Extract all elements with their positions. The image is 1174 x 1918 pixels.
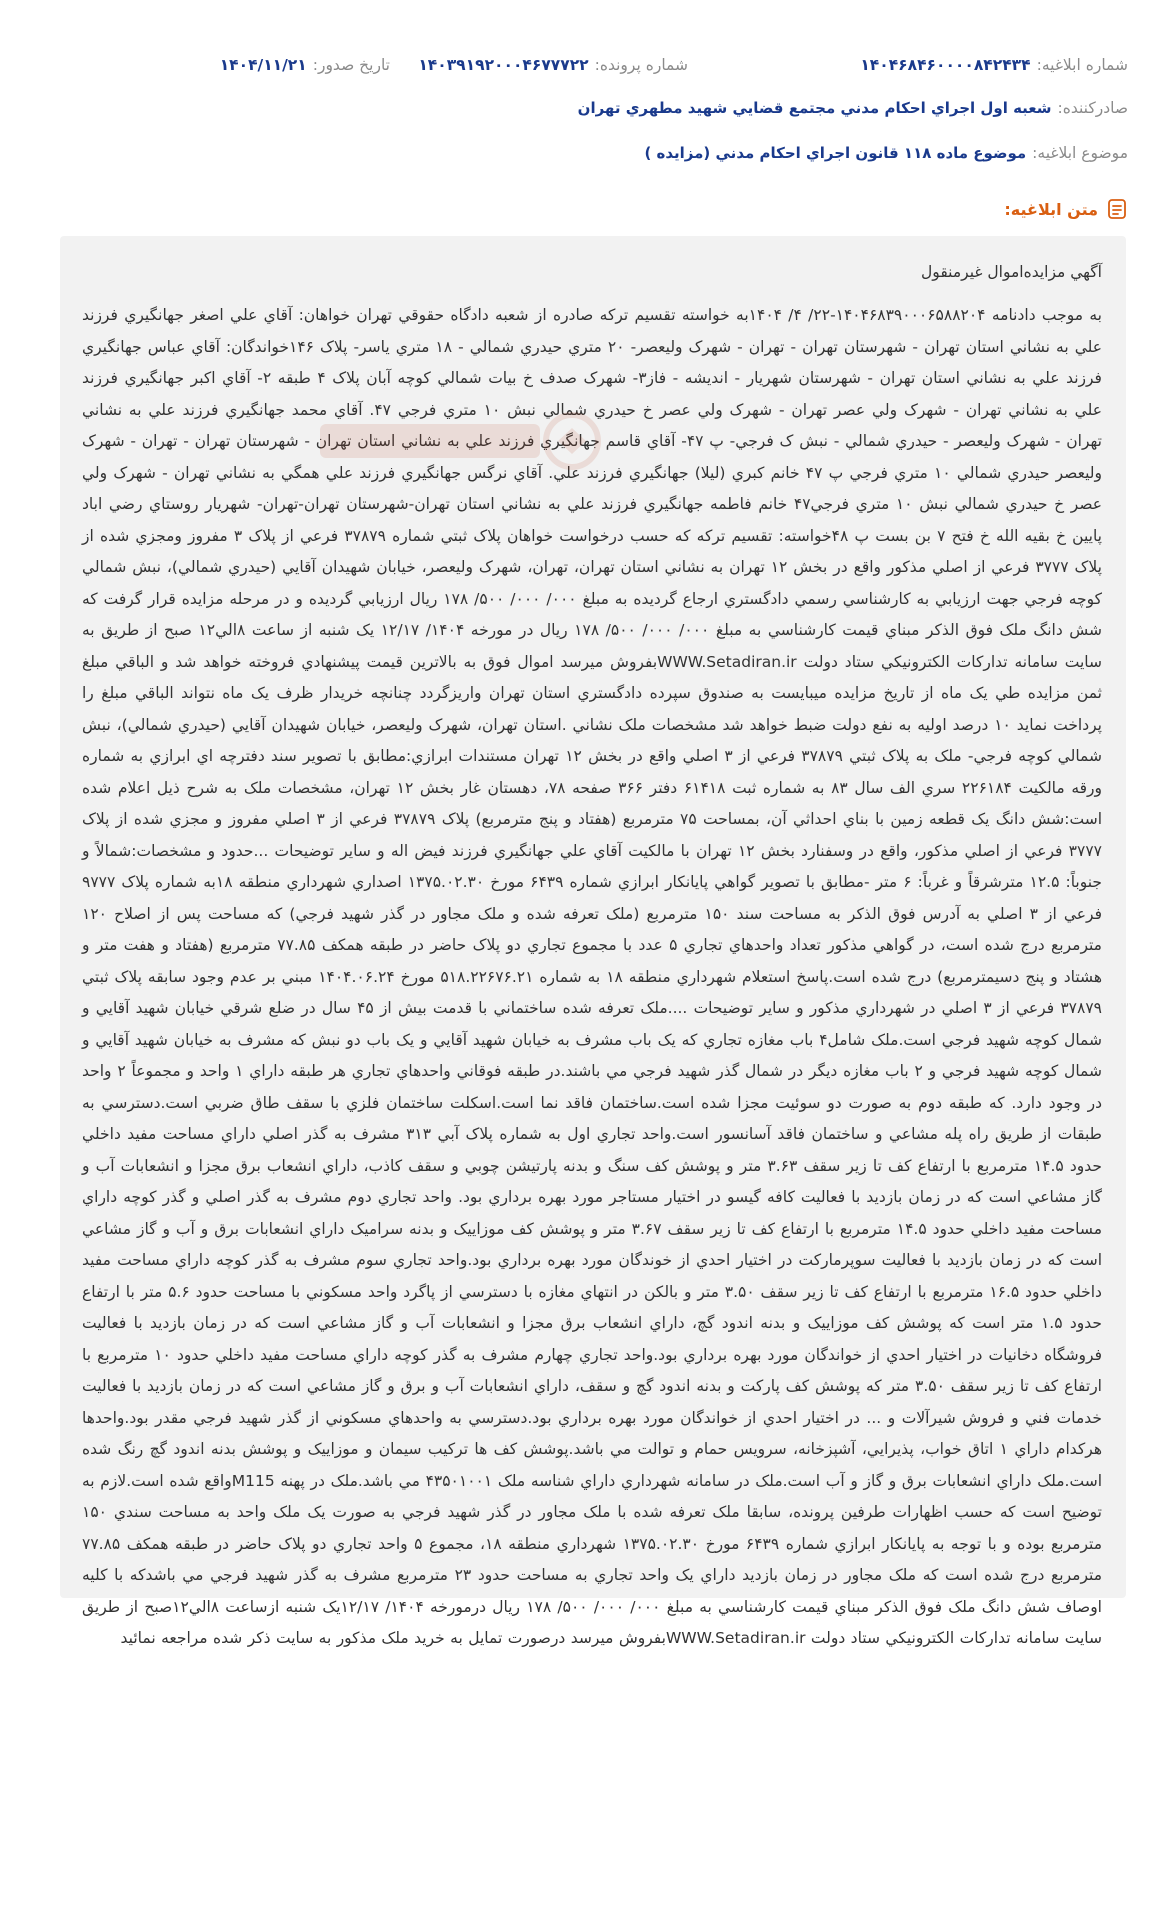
- meta-row-issuer: [46, 99, 1128, 117]
- meta-row-ids: [46, 56, 1128, 74]
- notice-text-heading-label: متن ابلاغيه:: [1004, 199, 1098, 219]
- issue-date-value: ۱۴۰۴/۱۱/۲۱: [219, 56, 307, 74]
- issuer-label: صادرکننده:: [1057, 99, 1128, 117]
- issue-date: [220, 56, 390, 74]
- notice-text-heading: [1004, 198, 1128, 220]
- meta-row-subject: [46, 144, 1128, 162]
- ref-number-label: شماره ابلاغيه:: [1036, 56, 1128, 74]
- subject-label: موضوع ابلاغيه:: [1032, 144, 1128, 162]
- subject-value: موضوع ماده ۱۱۸ قانون اجراي احکام مدني (مزايده ): [644, 144, 1027, 162]
- notice-body: به موجب دادنامه ۱۴۰۴۶۸۳۹۰۰۰۶۵۸۸۲۰۴-۲۲/ ۴/ ۱۴۰۴به خواسته تقسيم ترکه صادره از شعبه دادگاه حقوقي تهران خواهان: آقاي علي اصغر جهانگيري فرزند علي به نشاني استان تهران - شهرستان تهران - تهران - شهرک وليعصر- ۲۰ متري حيدري شمالي - ۱۸ متري ياسر- پلاک ۱۴۶خواندگان: آقاي عباس جهانگيري فرزند علي به نشاني استان تهران - شهرستان شهريار - انديشه - فاز۳- شهرک صدف خ بيات شمالي کوچه آبان پلاک ۴ طبقه ۲- آقاي اکبر جهانگيري فرزند علي به نشاني تهران - شهرک ولي عصر تهران - شهرک ولي عصر خ حيدري شمالي نبش ۱۰ متري فرجي ۴۷. آقاي محمد جهانگيري فرزند علي به نشاني تهران - شهرک وليعصر - حيدري شمالي - نبش ک فرجي- پ ۴۷- آقاي قاسم جهانگيري فرزند علي به نشاني استان تهران - شهرستان تهران - تهران - شهرک وليعصر حيدري شمالي ۱۰ متري فرجي پ ۴۷ خانم کبري (ليلا) جهانگيري فرزند علي. آقاي نرگس جهانگيري فرزند علي همگي به نشاني تهران - شهرک ولي عصر خ حيدري شمالي نبش ۱۰ متري فرجي۴۷ خانم فاطمه جهانگيري فرزند علي به نشاني استان تهران-شهرستان تهران-تهران- شهريار روستاي رضي اباد پايين خ بقيه الله خ فتح ۷ بن بست پ ۴۸خواسته: تقسيم ترکه که حسب درخواست خواهان پلاک ثبتي شماره ۳۷۸۷۹ فرعي از پلاک ۳ مفروز ومجزي شده از پلاک ۳۷۷۷ فرعي از اصلي مذکور واقع در بخش ۱۲ تهران به نشاني استان تهران، تهران، شهرک وليعصر، خيابان شهيدان آقايي (حيدري شمالي)، نبش شمالي کوچه فرجي جهت ارزيابي به کارشناسي رسمي دادگستري ارجاع گرديده به مبلغ ۰۰۰/ ۰۰۰/ ۵۰۰/ ۱۷۸ ريال ارزيابي گرديده و در مرحله مزايده قرار گرفت که شش دانگ ملک فوق الذکر مبناي قيمت کارشناسي به مبلغ ۰۰۰/ ۰۰۰/ ۵۰۰/ ۱۷۸ ريال در مورخه ۱۴۰۴/ ۱۲/۱۷ يک شنبه از ساعت ۸الي۱۲ صبح از طريق به سايت سامانه تدارکات الکترونيکي ستاد دولت WWW.Setadiran.irبفروش ميرسد اموال فوق به بالاترين قيمت پيشنهادي فروخته خواهد شد و الباقي مبلغ ثمن مزايده طي يک ماه از تاريخ مزايده ميبايست به صندوق سپرده دادگستري استان تهران واريزگردد چنانچه خريدار ظرف يک ماه نتواند الباقي مبلغ را پرداخت نمايد ۱۰ درصد اوليه به نفع دولت ضبط خواهد شد مشخصات ملک نشاني .استان تهران، شهرک وليعصر، خيابان شهيدان آقايي (حيدري شمالي)، نبش شمالي کوچه فرجي- ملک به پلاک ثبتي ۳۷۸۷۹ فرعي از ۳ اصلي واقع در بخش ۱۲ تهران مستندات ابرازي:مطابق با تصوير سند دفترچه اي ابرازي به شماره ورقه مالکيت ۲۲۶۱۸۴ سري الف سال ۸۳ به شماره ثبت ۶۱۴۱۸ دفتر ۳۶۶ صفحه ۷۸، دهستان غار بخش ۱۲ تهران، مشخصات ملک به شرح ذيل اعلام شده است:شش دانگ يک قطعه زمين با بناي احداثي آن، بمساحت ۷۵ مترمربع (هفتاد و پنج مترمربع) پلاک ۳۷۸۷۹ فرعي از ۳ اصلي مفروز و مجزي شده از پلاک ۳۷۷۷ فرعي از اصلي مذکور، واقع در وسفنارد بخش ۱۲ تهران با مالکيت آقاي علي جهانگيري فرزند فيض اله و ساير توضيحات ...حدود و مشخصات:شمالاً و جنوباً: ۱۲.۵ مترشرقاً و غرباً: ۶ متر -مطابق با تصوير گواهي پايانکار ابرازي شماره ۶۴۳۹ مورخ ۱۳۷۵.۰۲.۳۰ اصداري شهرداري منطقه ۱۸به شماره پلاک ۹۷۷۷ فرعي از ۳ اصلي به آدرس فوق الذکر به مساحت سند ۱۵۰ مترمربع (ملک تعرفه شده و ملک مجاور در گذر شهيد فرجي) که مساحت پس از اصلاح ۱۲۰ مترمربع درج شده است، در گواهي مذکور تعداد واحدهاي تجاري ۵ عدد با مجموع تجاري دو پلاک حاضر در طبقه همکف ۷۷.۸۵ مترمربع (هفتاد و هفت متر و هشتاد و پنج دسيمترمربع) درج شده است.پاسخ استعلام شهرداري منطقه ۱۸ به شماره ۵۱۸.۲۲۶۷۶.۲۱ مورخ ۱۴۰۴.۰۶.۲۴ مبني بر عدم وجود سابقه پلاک ثبتي ۳۷۸۷۹ فرعي از ۳ اصلي در شهرداري مذکور و ساير توضيحات ....ملک تعرفه شده ساختماني با قدمت بيش از ۴۵ سال در ضلع شرقي خيابان شهيد آقايي و شمال کوچه شهيد فرجي است.ملک شامل۴ باب مغازه تجاري که يک باب مشرف به خيابان شهيد آقايي و يک باب دو نبش که مشرف به خيابان شهيد آقايي و شمال کوچه شهيد فرجي و ۲ باب مغازه ديگر در شمال گذر شهيد فرجي مي باشند.در طبقه فوقاني واحدهاي تجاري هر طبقه داراي ۱ واحد و مجموعاً ۲ واحد در وجود دارد. که طبقه دوم به صورت دو سوئيت مجزا شده است.ساختمان فاقد نما است.اسکلت ساختمان فلزي با سقف طاق ضربي است.دسترسي به طبقات از طريق راه پله مشاعي و ساختمان فاقد آسانسور است.واحد تجاري اول به شماره پلاک آبي ۳۱۳ مشرف به گذر اصلي داراي مساحت مفيد داخلي حدود ۱۴.۵ مترمربع با ارتفاع کف تا زير سقف ۳.۶۳ متر و پوشش کف سنگ و بدنه پارتيشن چوبي و سقف کاذب، داراي انشعاب برق مجزا و انشعابات آب و گاز مشاعي است که در زمان بازديد با فعاليت کافه گيسو در اختيار مستاجر مورد بهره برداري بود. واحد تجاري دوم مشرف به گذر اصلي و گذر کوچه داراي مساحت مفيد داخلي حدود ۱۴.۵ مترمربع با ارتفاع کف تا زير سقف ۳.۶۷ متر و پوشش کف موزاييک و بدنه سراميک داراي انشعابات برق و آب و گاز مشاعي است که در زمان بازديد با فعاليت سوپرمارکت در اختيار احدي از خوندگان مورد بهره برداري بود.واحد تجاري سوم مشرف به گذر کوچه داراي مساحت مفيد داخلي حدود ۱۶.۵ مترمربع با ارتفاع کف تا زير سقف ۳.۵۰ متر و بالکن در انتهاي مغازه با دسترسي از پاگرد واحد مسکوني با مساحت حدود ۵.۶ متر با ارتفاع حدود ۱.۵ متر است که پوشش کف موزاييک و بدنه اندود گچ، داراي انشعاب برق مجزا و انشعابات آب و گاز مشاعي است که در زمان بازديد با فعاليت فروشگاه دخانيات در اختيار احدي از خواندگان مورد بهره برداري بود.واحد تجاري چهارم مشرف به گذر کوچه داراي مساحت مفيد داخلي حدود ۱۰ مترمربع با ارتفاع کف تا زير سقف ۳.۵۰ متر که پوشش کف پارکت و بدنه اندود گچ و سقف، داراي انشعابات آب و برق و گاز مشاعي است که در زمان بازديد با فعاليت خدمات فني و فروش شيرآلات و ... در اختيار احدي از خواندگان مورد بهره برداري بود.دسترسي به واحدهاي مسکوني از گذر شهيد فرجي مقدر بود.واحدها هرکدام داراي ۱ اتاق خواب، پذيرايي، آشپزخانه، سرويس حمام و توالت مي باشد.پوشش کف ها ترکيب سيمان و موزاييک و پوشش بدنه اندود گچ رنگ شده است.ملک داراي انشعابات برق و گاز و آب است.ملک در سامانه شهرداري داراي شناسه ملک ۴۳۵۰۱۰۰۱ مي باشد.ملک در پهنه M115واقع شده است.لازم به توضيح است که حسب اظهارات طرفين پرونده، سابقا ملک تعرفه شده با ملک مجاور در گذر شهيد فرجي به صورت يک ملک واحد به مساحت سندي ۱۵۰ مترمربع بوده و با توجه به پايانکار ابرازي شماره ۶۴۳۹ مورخ ۱۳۷۵.۰۲.۳۰ شهرداري منطقه ۱۸، مجموع ۵ واحد تجاري دو پلاک حاضر در طبقه همکف ۷۷.۸۵ مترمربع درج شده است که ملک مجاور در زمان بازديد داراي يک واحد تجاري به مساحت حدود ۲۳ مترمربع مشرف به گذر شهيد فرجي مي باشدکه با کليه اوصاف شش دانگ ملک فوق الذکر مبناي قيمت کارشناسي به مبلغ ۰۰۰/ ۰۰۰/ ۵۰۰/ ۱۷۸ ريال درمورخه ۱۴۰۴/ ۱۲/۱۷يک شنبه ازساعت ۸الي۱۲صبح از طريق سايت سامانه تدارکات الکترونيکي ستاد دولت WWW.Setadiran.irبفروش ميرسد درصورت تمايل به خريد ملک مذکور به سايت ذکر شده مراجعه نمائيد: [82, 306, 1103, 1647]
- file-number-label: شماره پرونده:: [594, 56, 688, 74]
- ref-number: [860, 56, 1128, 74]
- document-text-icon: [1106, 198, 1128, 220]
- issuer-value: شعبه اول اجراي احکام مدني مجتمع قضايي شهيد مطهري تهران: [577, 99, 1052, 117]
- file-number: [418, 56, 688, 74]
- ref-number-value: ۱۴۰۴۶۸۴۶۰۰۰۰۸۴۲۴۳۴: [860, 56, 1031, 74]
- issue-date-label: تاريخ صدور:: [312, 56, 390, 74]
- file-number-value: ۱۴۰۳۹۱۹۲۰۰۰۴۶۷۷۷۲۲: [418, 56, 589, 74]
- notice-header: [0, 0, 1174, 219]
- notice-title: آگهي مزايده‌اموال غيرمنقول: [921, 263, 1102, 281]
- notice-content-box: [60, 236, 1126, 1647]
